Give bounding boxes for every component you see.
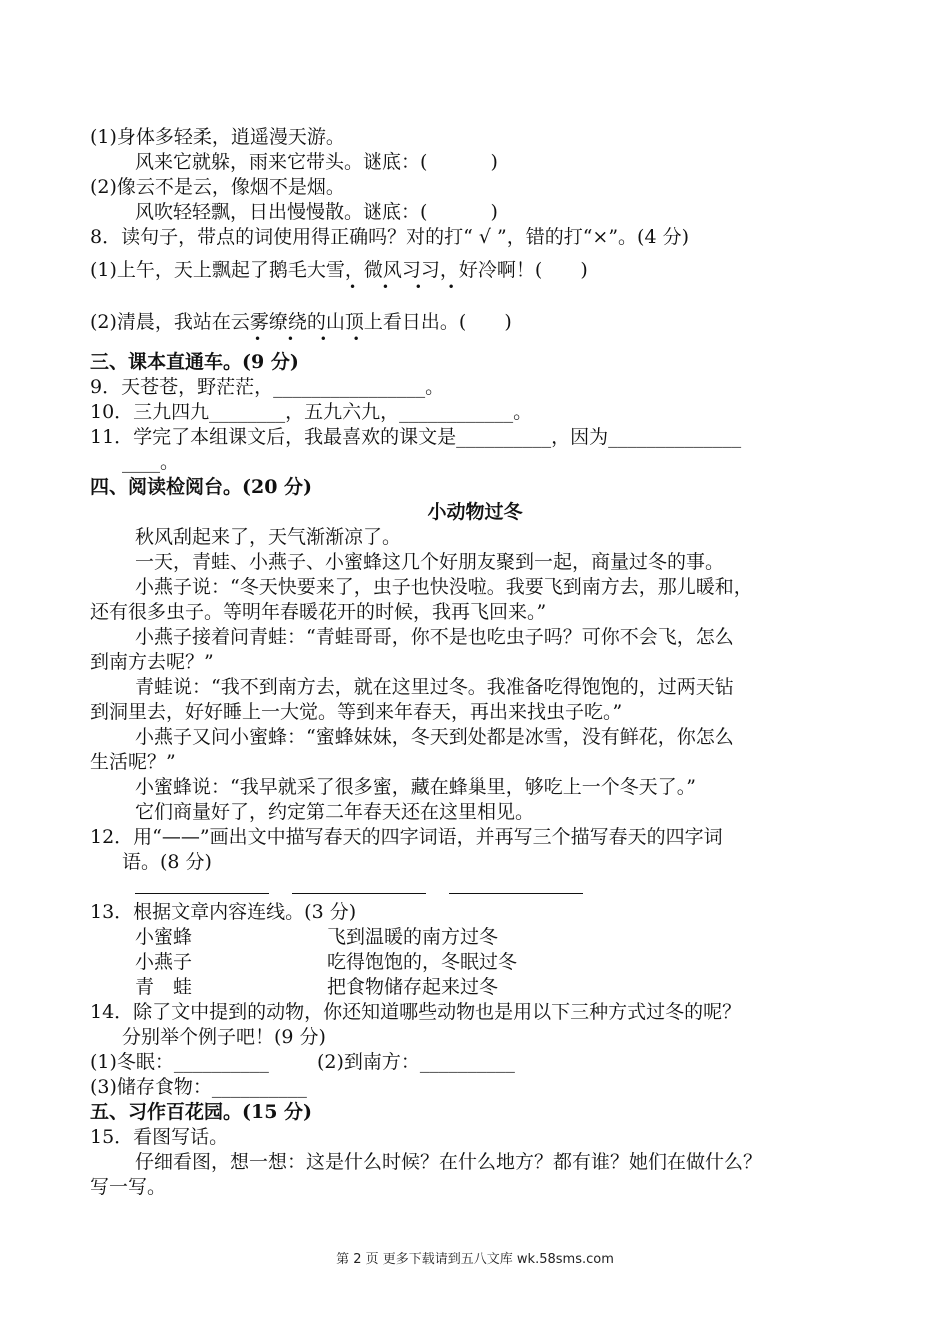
story-title: 小动物过冬: [427, 501, 523, 523]
section-4-heading: 四、阅读检阅台。(20 分): [90, 476, 313, 498]
emphasis-dots: • • • •: [349, 280, 466, 294]
match-right-item[interactable]: 飞到温暖的南方过冬: [327, 926, 499, 948]
question-12-line-1: 12．用“——”画出文中描写春天的四字词语，并再写三个描写春天的四字词: [90, 826, 723, 848]
match-left-item[interactable]: 小燕子: [135, 951, 193, 973]
page-footer: 第 2 页 更多下载请到五八文库 wk.58sms.com: [336, 1252, 614, 1267]
question-12-line-2: 语。(8 分): [122, 851, 212, 873]
question-11-line-1: 11．学完了本组课文后，我最喜欢的课文是__________，因为______________: [90, 426, 742, 448]
story-paragraph: 到南方去呢？”: [90, 651, 214, 673]
story-paragraph: 秋风刮起来了，天气渐渐凉了。: [135, 526, 402, 548]
story-paragraph: 还有很多虫子。等明年春暖花开的时候，我再飞回来。”: [90, 601, 547, 623]
question-8-sentence-1: (1)上午，天上飘起了鹅毛大雪，微风习习，好冷啊！( ): [90, 259, 588, 281]
question-15: 15．看图写话。: [90, 1126, 229, 1148]
match-right-item[interactable]: 把食物储存起来过冬: [327, 976, 499, 998]
question-9: 9．天苍苍，野茫茫，________________。: [90, 376, 445, 398]
question-8-sentence-2: (2)清晨，我站在云雾缭绕的山顶上看日出。( ): [90, 311, 512, 333]
question-15-instruction-line-2: 写一写。: [90, 1176, 167, 1198]
riddle-2-line-2: 风吹轻轻飘，日出慢慢散。谜底：( ): [135, 201, 498, 223]
question-15-instruction-line-1: 仔细看图，想一想：这是什么时候？在什么地方？都有谁？她们在做什么？: [135, 1151, 763, 1173]
question-14-part-3: (3)储存食物：__________: [90, 1076, 307, 1098]
riddle-2-line-1: (2)像云不是云，像烟不是烟。: [90, 176, 345, 198]
answer-blank[interactable]: [292, 893, 426, 894]
answer-blank[interactable]: [449, 893, 583, 894]
match-right-item[interactable]: 吃得饱饱的，冬眠过冬: [327, 951, 518, 973]
question-8-prompt: 8．读句子，带点的词使用得正确吗？对的打“ √ ”，错的打“×”。(4 分): [90, 226, 690, 248]
story-paragraph: 小燕子接着问青蛙：“青蛙哥哥，你不是也吃虫子吗？可你不会飞，怎么: [135, 626, 734, 648]
question-13: 13．根据文章内容连线。(3 分): [90, 901, 357, 923]
riddle-1-line-1: (1)身体多轻柔，逍遥漫天游。: [90, 126, 345, 148]
question-14-part-2: (2)到南方：__________: [317, 1051, 515, 1073]
story-paragraph: 一天，青蛙、小燕子、小蜜蜂这几个好朋友聚到一起，商量过冬的事。: [135, 551, 725, 573]
question-14-part-1: (1)冬眠：__________: [90, 1051, 269, 1073]
question-14-line-2: 分别举个例子吧！(9 分): [122, 1026, 326, 1048]
question-11-line-2: ____。: [122, 451, 180, 473]
emphasis-dots: • • • •: [254, 332, 371, 346]
answer-blank[interactable]: [135, 893, 269, 894]
story-paragraph: 小燕子说：“冬天快要来了，虫子也快没啦。我要飞到南方去，那儿暖和，: [135, 576, 753, 598]
riddle-1-line-2: 风来它就躲，雨来它带头。谜底：( ): [135, 151, 498, 173]
section-3-heading: 三、课本直通车。(9 分): [90, 351, 299, 373]
story-paragraph: 青蛙说：“我不到南方去，就在这里过冬。我准备吃得饱饱的，过两天钻: [135, 676, 734, 698]
question-10: 10．三九四九________，五九六九，____________。: [90, 401, 533, 423]
story-paragraph: 生活呢？”: [90, 751, 176, 773]
story-paragraph: 它们商量好了，约定第二年春天还在这里相见。: [135, 801, 535, 823]
section-5-heading: 五、习作百花园。(15 分): [90, 1101, 313, 1123]
story-paragraph: 到洞里去，好好睡上一大觉。等到来年春天，再出来找虫子吃。”: [90, 701, 623, 723]
story-paragraph: 小蜜蜂说：“我早就采了很多蜜，藏在蜂巢里，够吃上一个冬天了。”: [135, 776, 696, 798]
match-left-item[interactable]: 小蜜蜂: [135, 926, 193, 948]
question-14-line-1: 14．除了文中提到的动物，你还知道哪些动物也是用以下三种方式过冬的呢？: [90, 1001, 742, 1023]
match-left-item[interactable]: 青 蛙: [135, 976, 193, 998]
story-paragraph: 小燕子又问小蜜蜂：“蜜蜂妹妹，冬天到处都是冰雪，没有鲜花，你怎么: [135, 726, 734, 748]
